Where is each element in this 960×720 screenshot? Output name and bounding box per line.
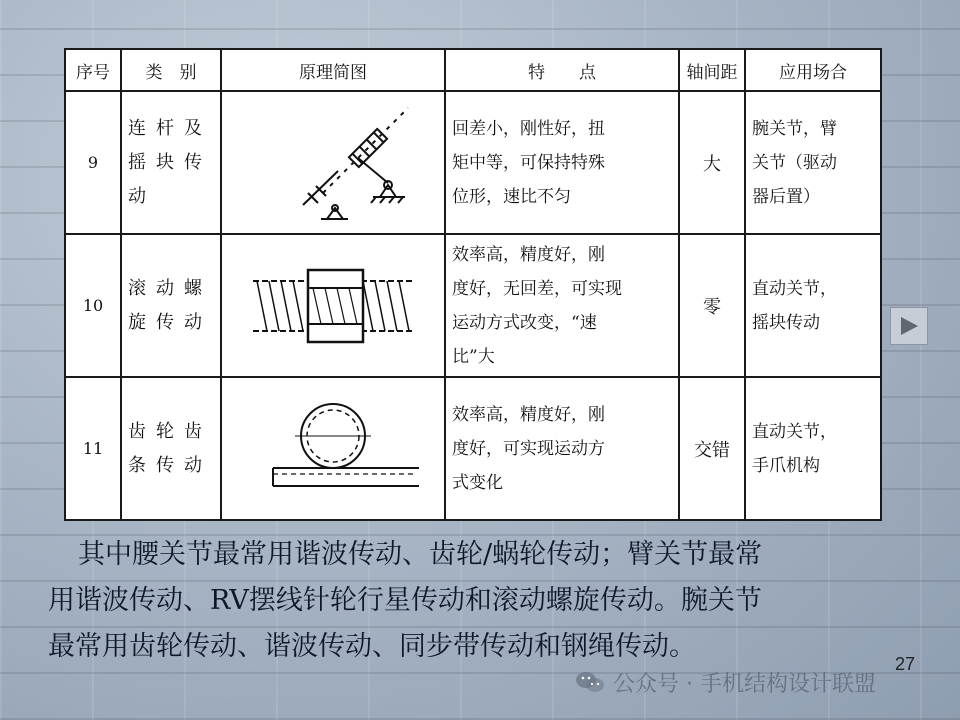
feature-line: 位形，速比不匀	[452, 186, 571, 207]
header-no: 序号	[65, 49, 121, 91]
category-line: 摇块传	[128, 151, 212, 173]
row-diagram	[221, 91, 445, 234]
row-application	[745, 234, 881, 377]
row-number: 11	[65, 377, 121, 520]
wechat-icon	[575, 670, 605, 694]
caption-line	[48, 532, 908, 578]
caption-line: 最常用齿轮传动、谐波传动、同步带传动和钢绳传动。	[48, 631, 696, 662]
feature-line: 度好，无回差，可实现	[452, 278, 622, 299]
category-line: 旋传动	[128, 311, 212, 333]
feature-line: 效率高，精度好，刚	[452, 404, 605, 425]
row-application	[745, 377, 881, 520]
table-row	[65, 377, 881, 520]
table-row	[65, 91, 881, 234]
application-line: 直动关节，	[752, 278, 837, 299]
feature-line: 效率高，精度好，刚	[452, 244, 605, 265]
header-features: 特 点	[445, 49, 679, 91]
page-number: 27	[895, 654, 916, 674]
row-axis-distance: 大	[679, 91, 745, 234]
category-line: 动	[128, 185, 156, 207]
row-axis-distance: 交错	[679, 377, 745, 520]
caption-line-text: 其中腰关节最常用谐波传动、齿轮/蜗轮传动；臂关节最常	[78, 539, 763, 570]
header-application: 应用场合	[745, 49, 881, 91]
category-line: 连杆及	[128, 117, 212, 139]
row-features	[445, 234, 679, 377]
rack-and-pinion-icon	[233, 394, 433, 504]
category-line: 滚动螺	[128, 277, 212, 299]
row-diagram	[221, 377, 445, 520]
row-application	[745, 91, 881, 234]
table-header-row	[65, 49, 881, 91]
application-line: 关节（驱动	[752, 152, 837, 173]
ball-screw-icon	[233, 256, 433, 356]
application-line: 直动关节，	[752, 421, 837, 442]
row-features	[445, 91, 679, 234]
row-number: 10	[65, 234, 121, 377]
feature-line: 回差小，刚性好，扭	[452, 118, 605, 139]
play-triangle-icon	[898, 315, 920, 337]
watermark-text: 公众号 · 手机结构设计联盟	[613, 671, 876, 697]
category-line: 条传动	[128, 454, 212, 476]
watermark	[575, 666, 876, 698]
row-features	[445, 377, 679, 520]
application-line: 摇块传动	[752, 312, 820, 333]
table-row	[65, 234, 881, 377]
application-line: 手爪机构	[752, 455, 820, 476]
row-category	[121, 234, 221, 377]
feature-line: 度好，可实现运动方	[452, 438, 605, 459]
feature-line: 比”大	[452, 346, 495, 367]
feature-line: 运动方式改变，“速	[452, 312, 597, 333]
caption-line: 用谐波传动、RV摆线针轮行星传动和滚动螺旋传动。腕关节	[48, 585, 762, 616]
row-axis-distance: 零	[679, 234, 745, 377]
application-line: 器后置）	[752, 186, 820, 207]
next-slide-button[interactable]	[890, 307, 928, 345]
header-diagram: 原理简图	[221, 49, 445, 91]
application-line: 腕关节，臂	[752, 118, 837, 139]
row-category	[121, 377, 221, 520]
row-number: 9	[65, 91, 121, 234]
row-diagram	[221, 234, 445, 377]
row-category	[121, 91, 221, 234]
feature-line: 式变化	[452, 472, 503, 493]
transmission-table	[64, 48, 882, 521]
slide-caption	[48, 532, 908, 670]
header-axis-distance: 轴间距	[679, 49, 745, 91]
linkage-rocker-mechanism-icon	[233, 93, 433, 233]
header-category: 类 别	[121, 49, 221, 91]
transmission-table-image	[64, 48, 880, 520]
category-line: 齿轮齿	[128, 420, 212, 442]
feature-line: 矩中等，可保持特殊	[452, 152, 605, 173]
